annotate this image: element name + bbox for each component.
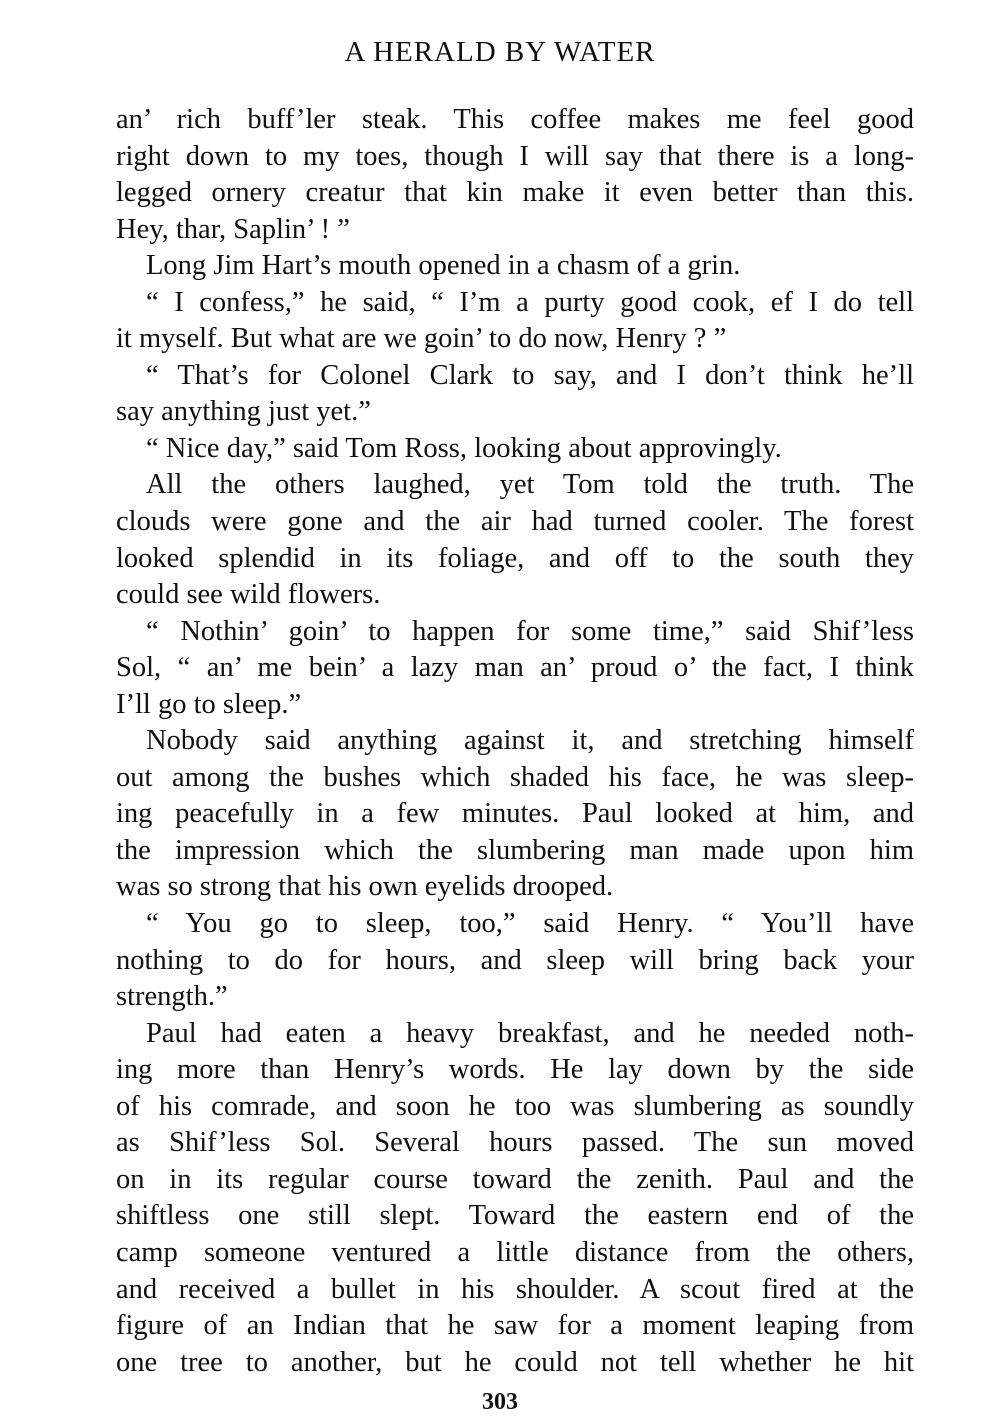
text-line: the impression which the slumbering man made upon him — [116, 834, 914, 866]
text-line: ing more than Henry’s words. He lay down by the side — [116, 1054, 914, 1086]
text-line: All the others laughed, yet Tom told the truth. The — [146, 469, 914, 501]
text-line: right down to my toes, though I will say that there is a long- — [116, 140, 914, 172]
text-line: say anything just yet.” — [116, 396, 371, 428]
text-line: it myself. But what are we goin’ to do now, Henry ? ” — [116, 323, 727, 355]
text-line: Long Jim Hart’s mouth opened in a chasm of a grin. — [146, 250, 741, 282]
text-line: looked splendid in its foliage, and off to the south they — [116, 542, 914, 574]
text-line: one tree to another, but he could not tell whether he hit — [116, 1346, 914, 1378]
text-line: shiftless one still slept. Toward the eastern end of the — [116, 1200, 914, 1232]
text-line: “ Nice day,” said Tom Ross, looking about approvingly. — [146, 432, 782, 464]
text-line: strength.” — [116, 981, 228, 1013]
text-line: I’ll go to sleep.” — [116, 688, 302, 720]
text-line: Paul had eaten a heavy breakfast, and he needed noth- — [146, 1017, 914, 1049]
text-line: could see wild flowers. — [116, 579, 381, 611]
text-line: “ You go to sleep, too,” said Henry. “ You’ll have — [146, 908, 914, 940]
text-line: an’ rich buff’ler steak. This coffee makes me feel good — [116, 104, 914, 135]
body-text — [116, 102, 914, 1381]
page-number: 303 — [482, 1389, 518, 1415]
text-line: on in its regular course toward the zenith. Paul and the — [116, 1163, 914, 1195]
text-line: as Shif’less Sol. Several hours passed. The sun moved — [116, 1127, 914, 1159]
text-line: was so strong that his own eyelids drooped. — [116, 871, 614, 903]
text-line: Nobody said anything against it, and stretching himself — [146, 725, 914, 757]
text-line: ing peacefully in a few minutes. Paul looked at him, and — [116, 798, 914, 830]
text-line: Sol, “ an’ me bein’ a lazy man an’ proud o’ the fact, I think — [116, 652, 914, 684]
text-line: “ Nothin’ goin’ to happen for some time,” said Shif’less — [146, 615, 914, 647]
text-line: “ I confess,” he said, “ I’m a purty good cook, ef I do tell — [146, 286, 914, 318]
text-line: and received a bullet in his shoulder. A scout fired at the — [116, 1273, 914, 1305]
text-line: figure of an Indian that he saw for a moment leaping from — [116, 1310, 914, 1342]
text-line: “ That’s for Colonel Clark to say, and I don’t think he’ll — [146, 359, 914, 391]
text-line: clouds were gone and the air had turned cooler. The forest — [116, 506, 914, 538]
text-line: nothing to do for hours, and sleep will bring back your — [116, 944, 914, 976]
text-line: out among the bushes which shaded his face, he was sleep- — [116, 761, 914, 793]
running-head: A HERALD BY WATER — [344, 36, 656, 68]
text-line: camp someone ventured a little distance from the others, — [116, 1236, 914, 1268]
text-line: Hey, thar, Saplin’ ! ” — [116, 213, 350, 245]
text-line: legged ornery creatur that kin make it even better than this. — [116, 177, 914, 209]
text-line: of his comrade, and soon he too was slumbering as soundly — [116, 1090, 914, 1122]
